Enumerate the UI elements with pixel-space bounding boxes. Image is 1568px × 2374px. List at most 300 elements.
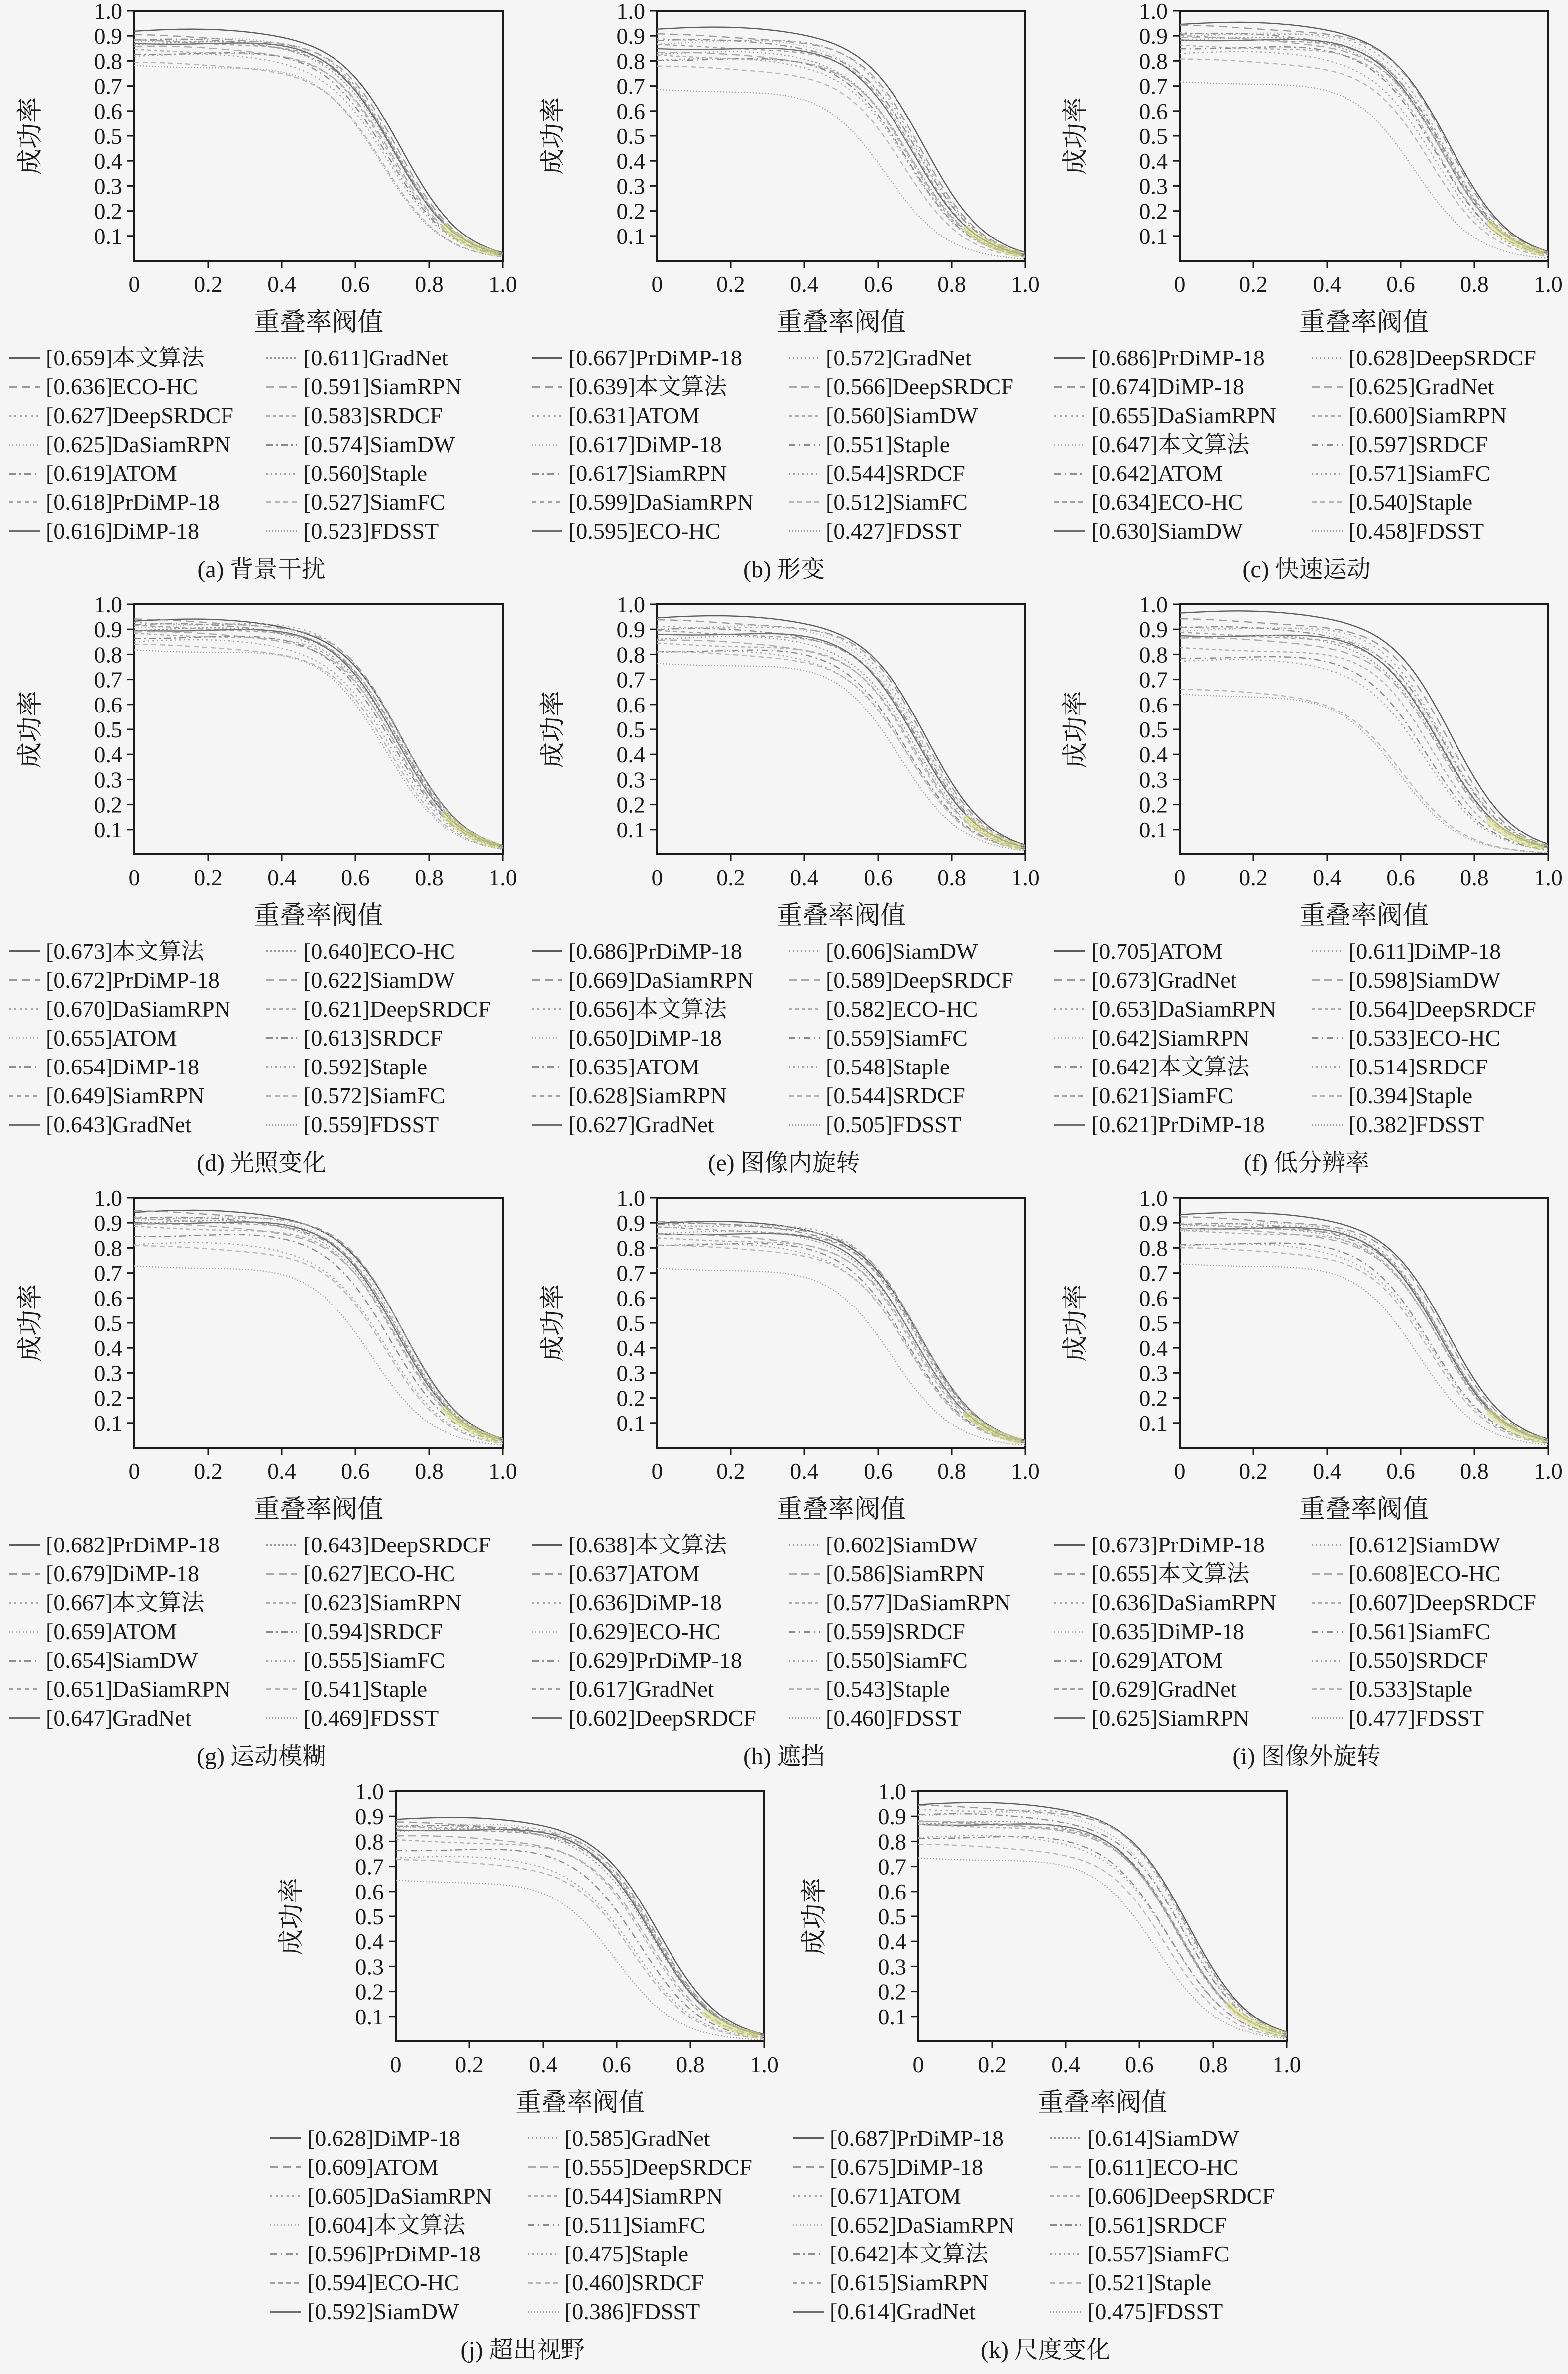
legend-label: [0.600]SiamRPN [1348,403,1507,428]
x-tick-label: 0 [390,2052,402,2077]
legend-line-icon [788,355,821,361]
legend-line-icon [8,1006,41,1013]
legend-label: [0.551]Staple [826,432,950,457]
legend-line-icon [1053,499,1086,506]
legend-line-icon [1311,977,1344,984]
y-tick-label: 0.5 [616,1310,645,1336]
legend-entry [1311,1617,1568,1646]
y-tick-label: 0.7 [1139,1260,1168,1286]
legend-entry [792,2211,1049,2240]
legend-label: [0.574]SiamDW [303,432,455,457]
legend-label: [0.612]SiamDW [1348,1532,1501,1557]
legend-line-icon [8,1599,41,1606]
legend-line-icon [1311,1542,1344,1548]
y-tick-label: 0.6 [1139,692,1168,717]
legend-line-icon [1053,1006,1086,1013]
legend-label: [0.607]DeepSRDCF [1348,1590,1536,1615]
tracker-curve [918,1821,1287,2034]
tracker-curve [657,1224,1025,1441]
legend-entry [1053,1053,1311,1081]
legend-label: [0.627]GradNet [568,1112,714,1137]
legend-line-icon [1053,383,1086,390]
y-tick-label: 0.2 [94,198,122,224]
legend-line-icon [527,2251,560,2257]
legend-entry [1049,2268,1307,2297]
legend-entry [1053,1559,1311,1588]
y-tick-label: 0.6 [878,1879,906,1904]
figure-panel-a [0,0,523,594]
legend-entry [8,1559,265,1588]
legend-entry [1053,430,1311,459]
legend-line-icon [1311,470,1344,477]
y-tick-label: 0.3 [1139,173,1168,199]
legend-entry [265,430,523,459]
legend-label: [0.475]FDSST [1087,2299,1223,2324]
x-tick-label: 0.4 [1051,2052,1080,2077]
legend-line-icon [1311,383,1344,390]
legend-line-icon [1311,528,1344,535]
curve-group [1180,1213,1548,1445]
tracker-curve [396,1826,764,2035]
legend-label: [0.622]SiamDW [303,967,455,993]
legend-entry [531,995,788,1024]
legend-label: [0.625]SiamRPN [1091,1705,1250,1731]
legend-line-icon [531,1006,563,1013]
legend-line-icon [531,1628,563,1635]
y-tick-label: 0.8 [878,1829,906,1855]
legend-line-icon [265,1064,298,1070]
legend-label: [0.572]SiamFC [303,1083,445,1108]
tracker-curve [657,626,1025,846]
x-axis-title: 重叠率阀值 [515,2089,645,2117]
y-tick-label: 0.6 [1139,98,1168,124]
legend-label: [0.642]本文算法 [830,2241,989,2266]
y-tick-label: 0.4 [616,148,645,174]
x-tick-label: 0.6 [1386,271,1415,297]
tracker-curve [918,1821,1287,2034]
legend-line-icon [531,412,563,419]
y-tick-label: 0.9 [616,23,645,49]
tracker-curve [134,1217,503,1440]
legend-label: [0.614]SiamDW [1087,2126,1239,2151]
y-tick-label: 0.1 [1139,1410,1168,1436]
legend-entry [788,966,1045,995]
tracker-curve [657,1221,1025,1440]
y-tick-label: 0.2 [94,792,122,818]
legend-entry [531,1024,788,1053]
x-tick-label: 0 [128,865,140,890]
tracker-curve [134,40,503,254]
legend-line-icon [8,1542,41,1548]
legend-entry [1311,372,1568,401]
x-tick-label: 0 [1174,271,1186,297]
legend-entry [1053,995,1311,1024]
tracker-curve [134,40,503,254]
legend-line-icon [1311,1035,1344,1042]
legend-entry [531,430,788,459]
legend-entry [531,1588,788,1617]
x-tick-label: 0.4 [1313,271,1342,297]
y-axis-title: 成功率 [800,1877,829,1956]
legend-label: [0.598]SiamDW [1348,967,1501,993]
figure-panel-k [784,1780,1307,2374]
legend-entry [531,517,788,546]
figure-row [0,594,1568,1187]
legend-label: [0.460]SRDCF [564,2270,704,2295]
x-tick-label: 0.4 [529,2052,558,2077]
x-axis-title: 重叠率阀值 [253,902,384,930]
legend-line-icon [1053,1657,1086,1664]
legend-label: [0.559]FDSST [303,1112,439,1137]
legend-line-icon [265,1686,298,1693]
y-axis-title: 成功率 [539,1284,567,1362]
x-tick-label: 0.8 [937,271,966,297]
legend-entry [8,430,265,459]
legend-label: [0.560]Staple [303,461,428,486]
legend-line-icon [531,1121,563,1128]
x-tick-label: 0.4 [267,865,296,890]
legend-line-icon [265,1035,298,1042]
y-tick-label: 0.2 [616,792,645,818]
legend-entry [1053,1704,1311,1733]
x-tick-label: 0.6 [1386,865,1415,890]
legend-entry [1049,2240,1307,2268]
legend-line-icon [1053,528,1086,535]
legend-entry [265,995,523,1024]
legend-label: [0.382]FDSST [1348,1112,1484,1137]
legend-line-icon [1311,948,1344,955]
y-tick-label: 0.2 [616,1385,645,1411]
highlight-mark [1489,223,1541,252]
y-tick-label: 0.3 [616,1360,645,1386]
legend-line-icon [265,1657,298,1664]
legend-entry [531,488,788,517]
legend-entry [265,488,523,517]
legend-label: [0.654]SiamDW [46,1648,198,1673]
legend-entry [792,2240,1049,2268]
x-tick-label: 0.6 [341,271,370,297]
legend-label: [0.655]DaSiamRPN [1091,403,1276,428]
x-tick-label: 0.8 [415,865,444,890]
legend-label: [0.650]DiMP-18 [568,1025,722,1051]
legend-entry [1049,2211,1307,2240]
y-tick-label: 1.0 [355,1782,384,1804]
legend-line-icon [531,1657,563,1664]
curve-group [134,1210,503,1445]
y-tick-label: 0.2 [355,1979,384,2005]
tracker-curve [396,1840,764,2037]
y-tick-label: 0.9 [1139,23,1168,49]
tracker-curve [396,1825,764,2035]
success-plot [523,2,1045,341]
y-tick-label: 0.1 [94,1410,122,1436]
legend-label: [0.611]GradNet [303,345,448,370]
y-tick-label: 0.8 [1139,1235,1168,1261]
legend-entry [1053,1081,1311,1110]
legend-entry [8,1531,265,1559]
y-tick-label: 0.6 [355,1879,384,1904]
legend-line-icon [531,499,563,506]
legend-label: [0.679]DiMP-18 [46,1561,199,1586]
y-tick-label: 1.0 [94,1189,122,1211]
legend-entry [265,1024,523,1053]
y-tick-label: 0.7 [94,667,122,693]
legend-label: [0.386]FDSST [564,2299,700,2324]
legend-label: [0.550]SiamFC [826,1648,968,1673]
legend-line-icon [788,1570,821,1577]
legend-label: [0.667]PrDiMP-18 [568,345,742,370]
legend-entry [8,1024,265,1053]
legend-entry [8,1617,265,1646]
legend-entry [788,1559,1045,1588]
legend-label: [0.543]Staple [826,1676,950,1702]
success-plot [0,595,523,934]
y-tick-label: 0.4 [94,148,122,174]
legend-entry [1049,2182,1307,2211]
curve-group [1180,611,1548,853]
tracker-curve [134,1266,503,1445]
legend-entry [8,488,265,517]
tracker-curve [657,34,1025,253]
tracker-curve [657,637,1025,848]
legend-label: [0.642]SiamRPN [1091,1025,1250,1051]
legend-line-icon [788,528,821,535]
legend-label: [0.594]ECO-HC [307,2270,459,2295]
legend-line-icon [1049,2164,1082,2171]
tracker-curve [657,52,1025,255]
legend-entry [531,1675,788,1704]
legend-entry [1053,1588,1311,1617]
x-tick-label: 0.4 [267,271,296,297]
legend-label: [0.527]SiamFC [303,489,445,515]
legend-line-icon [1049,2222,1082,2229]
legend-entry [1053,1675,1311,1704]
legend-label: [0.669]DaSiamRPN [568,967,754,993]
legend-entry [792,2268,1049,2297]
legend-line-icon [792,2193,825,2200]
y-tick-label: 0.7 [878,1854,906,1880]
legend-line-icon [1053,1035,1086,1042]
legend-line-icon [531,948,563,955]
legend-entry [269,2153,527,2182]
legend-label: [0.623]SiamRPN [303,1590,462,1615]
legend-label: [0.523]FDSST [303,518,439,544]
y-tick-label: 0.9 [94,23,122,49]
y-tick-label: 0.9 [94,1210,122,1236]
tracker-curve [1180,1217,1548,1440]
legend-label: [0.635]ATOM [568,1054,700,1079]
legend-line-icon [527,2135,560,2142]
y-tick-label: 0.7 [616,73,645,99]
legend-entry [265,1704,523,1733]
legend-label: [0.671]ATOM [830,2183,961,2209]
tracker-curve [657,39,1025,254]
legend-line-icon [1053,948,1086,955]
legend-label: [0.541]Staple [303,1676,428,1702]
y-axis-title: 成功率 [16,690,45,769]
legend-label: [0.544]SRDCF [826,1083,965,1108]
legend-line-icon [1053,441,1086,448]
legend-entry [792,2124,1049,2153]
legend-label: [0.511]SiamFC [564,2212,706,2238]
legend-line-icon [527,2308,560,2315]
y-tick-label: 0.4 [1139,1335,1168,1361]
tracker-curve [134,39,503,254]
legend-entry [788,1110,1045,1139]
legend-label: [0.675]DiMP-18 [830,2154,983,2180]
legend-entry [1311,1559,1568,1588]
legend-label: [0.604]本文算法 [307,2212,466,2238]
legend-label: [0.682]PrDiMP-18 [46,1532,220,1557]
legend-label: [0.655]本文算法 [1091,1561,1250,1586]
y-tick-label: 0.9 [878,1804,906,1830]
tracker-curve [134,1211,503,1439]
y-tick-label: 0.8 [616,642,645,668]
plot-legend [784,2124,1307,2326]
legend-label: [0.618]PrDiMP-18 [46,489,220,515]
curve-group [657,616,1025,851]
legend-line-icon [265,355,298,361]
x-tick-label: 1.0 [1011,271,1040,297]
legend-label: [0.615]SiamRPN [830,2270,989,2295]
legend-label: [0.686]PrDiMP-18 [1091,345,1265,370]
legend-line-icon [788,1657,821,1664]
plot-frame [396,1791,764,2041]
legend-label: [0.659]本文算法 [46,345,205,370]
legend-entry [1049,2124,1307,2153]
legend-line-icon [1311,1092,1344,1099]
legend-label: [0.605]DaSiamRPN [307,2183,492,2209]
legend-entry [265,1559,523,1588]
y-tick-label: 0.1 [94,223,122,249]
tracker-curve [1180,635,1548,847]
legend-entry [788,488,1045,517]
tracker-curve [1180,1224,1548,1441]
y-tick-label: 0.6 [94,692,122,717]
success-plot [1045,595,1568,934]
panel-caption: (i) 图像外旋转 [1232,1743,1381,1770]
legend-entry [792,2182,1049,2211]
legend-label: [0.606]SiamDW [826,939,978,964]
legend-line-icon [1049,2251,1082,2257]
tracker-curve [396,1836,764,2037]
legend-line-icon [8,412,41,419]
legend-line-icon [269,2135,302,2142]
legend-label: [0.458]FDSST [1348,518,1484,544]
tracker-curve [657,58,1025,256]
y-tick-label: 0.6 [94,1285,122,1311]
legend-line-icon [527,2164,560,2171]
x-tick-label: 0.6 [864,865,893,890]
panel-caption: (k) 尺度变化 [981,2337,1110,2363]
figure-panel-e [523,594,1045,1187]
legend-line-icon [8,383,41,390]
legend-label: [0.673]PrDiMP-18 [1091,1532,1265,1557]
legend-entry [792,2297,1049,2326]
legend-entry [531,344,788,372]
legend-label: [0.616]DiMP-18 [46,518,199,544]
x-tick-label: 0.4 [1313,1458,1342,1484]
x-tick-label: 1.0 [488,865,517,890]
legend-line-icon [788,948,821,955]
legend-label: [0.642]本文算法 [1091,1054,1250,1079]
plot-legend [523,344,1045,546]
legend-line-icon [788,1628,821,1635]
x-tick-label: 0.4 [790,1458,819,1484]
y-tick-label: 1.0 [616,1189,645,1211]
legend-label: [0.560]SiamDW [826,403,978,428]
legend-line-icon [792,2164,825,2171]
legend-label: [0.611]DiMP-18 [1348,939,1501,964]
y-tick-label: 0.5 [1139,1310,1168,1336]
legend-line-icon [1053,977,1086,984]
legend-label: [0.621]DeepSRDCF [303,996,491,1022]
x-tick-label: 0.8 [1460,1458,1489,1484]
legend-line-icon [1053,1715,1086,1722]
legend-label: [0.638]本文算法 [568,1532,727,1557]
legend-entry [788,1704,1045,1733]
legend-entry [1311,430,1568,459]
y-tick-label: 0.2 [616,198,645,224]
legend-entry [269,2211,527,2240]
tracker-curve [1180,1229,1548,1441]
curve-group [134,619,503,850]
legend-line-icon [1049,2135,1082,2142]
y-tick-label: 0.4 [1139,742,1168,768]
legend-label: [0.469]FDSST [303,1705,439,1731]
curve-group [918,1803,1287,2039]
legend-label: [0.627]DeepSRDCF [46,403,233,428]
legend-entry [1053,488,1311,517]
legend-entry [265,344,523,372]
tracker-curve [657,40,1025,254]
legend-entry [265,1675,523,1704]
legend-line-icon [8,1570,41,1577]
figure-panel-d [0,594,523,1187]
x-tick-label: 0.6 [341,1458,370,1484]
y-tick-label: 0.2 [94,1385,122,1411]
plot-legend [1045,937,1568,1139]
legend-line-icon [269,2279,302,2286]
legend-entry [8,1675,265,1704]
y-tick-label: 0.7 [1139,73,1168,99]
legend-entry [265,1617,523,1646]
x-tick-label: 0.6 [864,271,893,297]
legend-entry [269,2240,527,2268]
legend-line-icon [265,1092,298,1099]
y-tick-label: 0.3 [616,173,645,199]
legend-entry [269,2297,527,2326]
legend-line-icon [531,1715,563,1722]
legend-entry [8,1704,265,1733]
x-axis-title: 重叠率阀值 [776,308,906,337]
legend-entry [788,459,1045,488]
y-tick-label: 0.3 [94,1360,122,1386]
y-tick-label: 0.9 [355,1804,384,1830]
legend-line-icon [792,2135,825,2142]
legend-line-icon [1053,1628,1086,1635]
legend-entry [1311,459,1568,488]
legend-line-icon [8,1657,41,1664]
legend-entry [265,1646,523,1675]
y-axis-title: 成功率 [539,690,567,769]
y-tick-label: 0.2 [878,1979,906,2005]
y-tick-label: 0.8 [355,1829,384,1855]
legend-line-icon [265,1542,298,1548]
legend-line-icon [265,1715,298,1722]
legend-label: [0.427]FDSST [826,518,962,544]
legend-entry [269,2182,527,2211]
